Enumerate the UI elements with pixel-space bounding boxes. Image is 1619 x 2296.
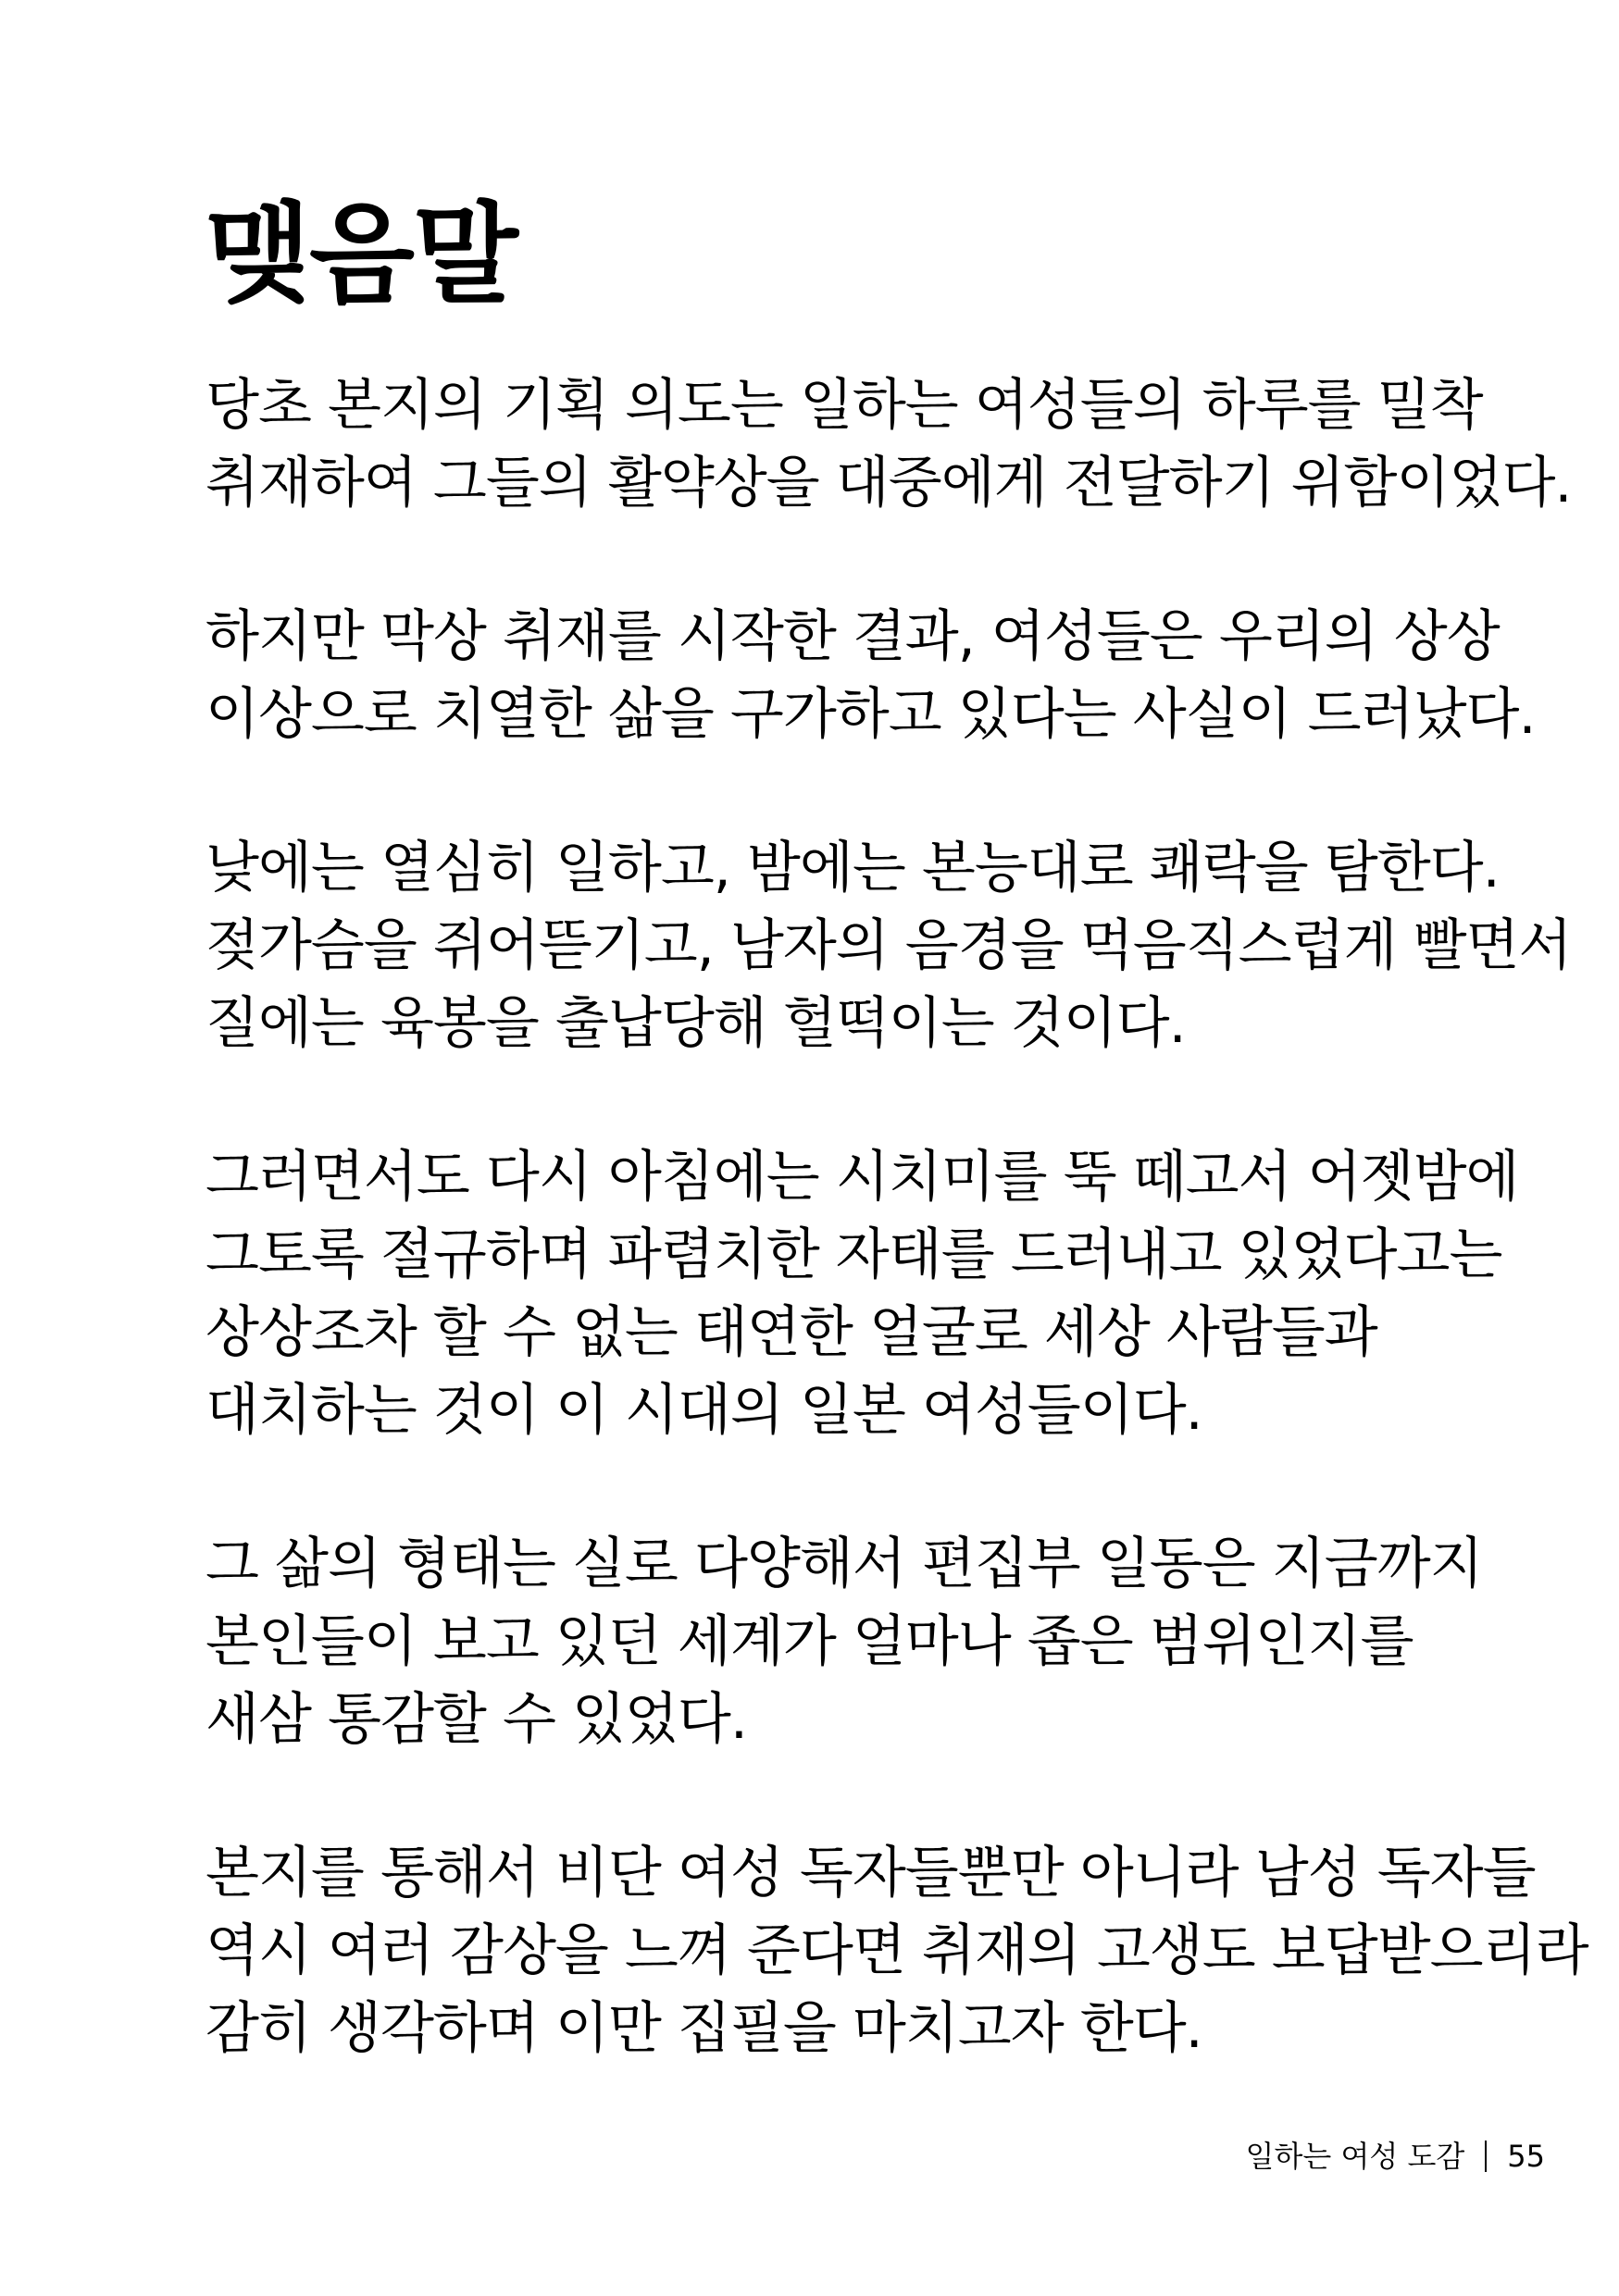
paragraph (205, 829, 1572, 1062)
footer-book-title: 일하는 여성 도감 (1245, 2139, 1465, 2174)
text-line: 낮에는 열심히 일하고, 밤에는 본능대로 쾌락을 탐한다. (205, 836, 1500, 900)
paragraph (205, 1138, 1520, 1449)
text-line: 그 삶의 형태는 실로 다양해서 편집부 일동은 지금까지 (205, 1532, 1483, 1596)
body-text (205, 366, 1588, 2143)
footer-divider (1485, 2141, 1487, 2172)
text-line: 이상으로 치열한 삶을 구가하고 있다는 사실이 드러났다. (205, 682, 1536, 747)
text-line: 하지만 막상 취재를 시작한 결과, 여성들은 우리의 상상 (205, 604, 1500, 669)
text-line: 본지를 통해서 비단 여성 독자들뿐만 아니라 남성 독자들 (205, 1841, 1536, 1905)
text-line: 그토록 절규하며 파렴치한 자태를 드러내고 있었다고는 (205, 1222, 1502, 1287)
text-line: 질에는 육봉을 출납당해 헐떡이는 것이다. (205, 991, 1186, 1056)
text-line: 본인들이 보고 있던 세계가 얼마나 좁은 범위인지를 (205, 1609, 1414, 1674)
text-line: 상상조차 할 수 없는 태연한 얼굴로 세상 사람들과 (205, 1300, 1377, 1365)
paragraph (205, 1525, 1520, 1758)
paragraph (205, 1834, 1588, 2067)
paragraph (205, 598, 1536, 753)
page-number: 55 (1507, 2139, 1545, 2174)
text-line: 역시 여러 감상을 느껴 준다면 취재의 고생도 보답받으리라 (205, 1918, 1588, 1983)
text-line: 젖가슴을 쥐어뜯기고, 남자의 음경을 먹음직스럽게 빨면서 (205, 913, 1572, 978)
text-line: 새삼 통감할 수 있었다. (205, 1687, 747, 1752)
page-footer (1246, 2138, 1545, 2175)
text-line: 감히 생각하며 이만 집필을 마치고자 한다. (205, 1996, 1202, 2061)
page-title: 맺음말 (205, 191, 517, 318)
text-line: 당초 본지의 기획 의도는 일하는 여성들의 하루를 밀착 (205, 373, 1483, 438)
text-line: 취재하여 그들의 활약상을 대중에게 전달하기 위함이었다. (205, 451, 1572, 515)
text-line: 대치하는 것이 이 시대의 일본 여성들이다. (205, 1378, 1202, 1443)
text-line: 그러면서도 다시 아침에는 시치미를 뚝 떼고서 어젯밤에 (205, 1145, 1519, 1210)
paragraph (205, 366, 1572, 522)
